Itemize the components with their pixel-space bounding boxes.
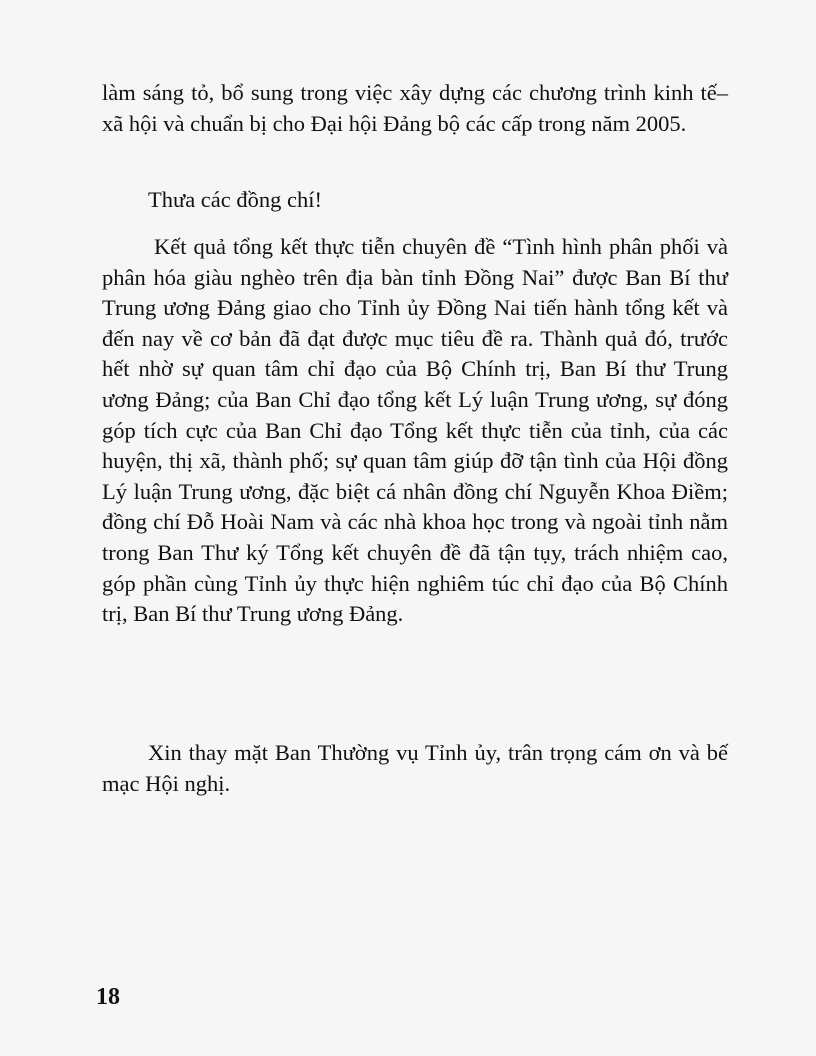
paragraph-results: Kết quả tổng kết thực tiễn chuyên đề “Tình hình phân phối và phân hóa giàu nghèo trên địa bàn tỉnh Đồng Nai” được Ban Bí thư Trung ương Đảng giao cho Tỉnh ủy Đồng Nai tiến hành tổng kết và đến nay về cơ bản đã đạt được mục tiêu đề ra. Thành quả đó, trước hết nhờ sự quan tâm chỉ đạo của Bộ Chính trị, Ban Bí thư Trung ương Đảng; của Ban Chỉ đạo tổng kết Lý luận Trung ương, sự đóng góp tích cực của Ban Chỉ đạo Tổng kết thực tiễn của tỉnh, của các huyện, thị xã, thành phố; sự quan tâm giúp đỡ tận tình của Hội đồng Lý luận Trung ương, đặc biệt cá nhân đồng chí Nguyễn Khoa Điềm; đồng chí Đỗ Hoài Nam và các nhà khoa học trong và ngoài tỉnh nằm trong Ban Thư ký Tổng kết chuyên đề đã tận tụy, trách nhiệm cao, góp phần cùng Tỉnh ủy thực hiện nghiêm túc chỉ đạo của Bộ Chính trị, Ban Bí thư Trung ương Đảng. (102, 234, 728, 627)
salutation: Thưa các đồng chí! (148, 187, 322, 212)
paragraph-closing: Xin thay mặt Ban Thường vụ Tỉnh ủy, trân trọng cám ơn và bế mạc Hội nghị. (102, 740, 728, 796)
paragraph-continuation: làm sáng tỏ, bổ sung trong việc xây dựng các chương trình kinh tế–xã hội và chuẩn bị cho Đại hội Đảng bộ các cấp trong năm 2005. (102, 80, 728, 136)
page-number: 18 (96, 984, 120, 1010)
